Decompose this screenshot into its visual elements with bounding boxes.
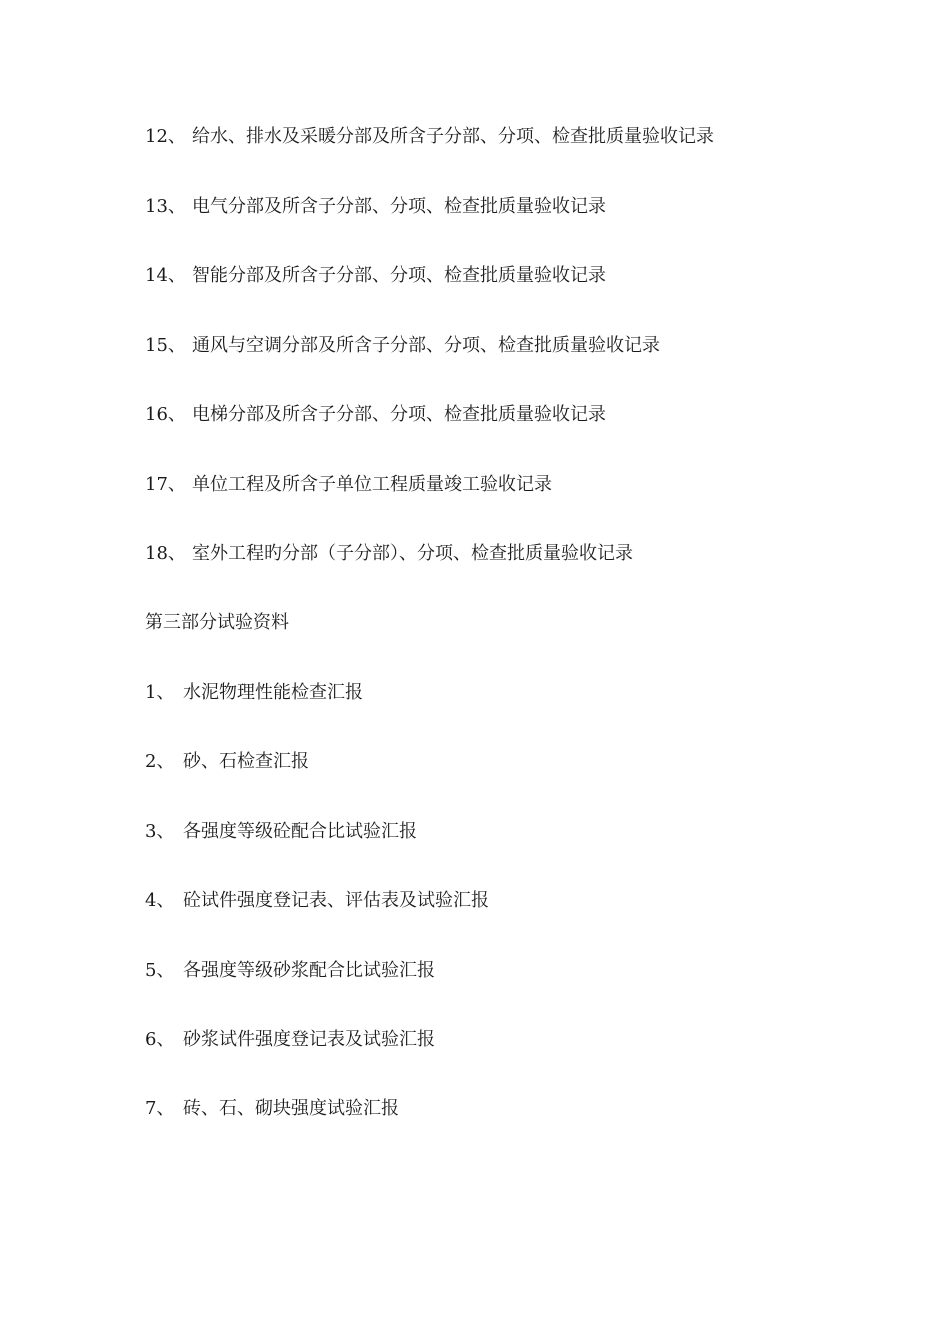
list-item [145,750,309,774]
item-number: 13、 [145,196,186,217]
item-text: 电气分部及所含子分部、分项、检查批质量验收记录 [192,196,606,217]
item-number: 5、 [145,960,175,981]
item-text: 通风与空调分部及所含子分部、分项、检查批质量验收记录 [192,335,660,356]
item-text: 水泥物理性能检查汇报 [183,682,363,703]
list-item [145,264,606,288]
list-item [145,959,435,983]
item-text: 砼试件强度登记表、评估表及试验汇报 [183,890,489,911]
item-text: 砂浆试件强度登记表及试验汇报 [183,1029,435,1050]
list-item [145,542,633,566]
item-number: 7、 [145,1098,175,1119]
item-number: 2、 [145,751,175,772]
list-item [145,889,489,913]
list-item [145,195,606,219]
item-text: 各强度等级砼配合比试验汇报 [183,821,417,842]
item-text: 单位工程及所含子单位工程质量竣工验收记录 [192,474,552,495]
list-item [145,403,606,427]
item-number: 16、 [145,404,186,425]
item-number: 15、 [145,335,186,356]
item-number: 12、 [145,126,186,147]
list-item [145,1028,435,1052]
section-title: 第三部分试验资料 [145,612,289,633]
item-number: 6、 [145,1029,175,1050]
item-number: 18、 [145,543,186,564]
item-number: 3、 [145,821,175,842]
list-item [145,681,363,705]
item-text: 电梯分部及所含子分部、分项、检查批质量验收记录 [192,404,606,425]
list-item [145,820,417,844]
list-item [145,334,660,358]
list-item [145,125,714,149]
item-text: 给水、排水及采暖分部及所含子分部、分项、检查批质量验收记录 [192,126,714,147]
item-text: 各强度等级砂浆配合比试验汇报 [183,960,435,981]
item-number: 17、 [145,474,186,495]
item-number: 1、 [145,682,175,703]
list-item [145,473,552,497]
item-text: 智能分部及所含子分部、分项、检查批质量验收记录 [192,265,606,286]
item-number: 14、 [145,265,186,286]
list-item [145,1097,399,1121]
item-text: 砂、石检查汇报 [183,751,309,772]
item-text: 砖、石、砌块强度试验汇报 [183,1098,399,1119]
item-number: 4、 [145,890,175,911]
item-text: 室外工程旳分部（子分部）、分项、检查批质量验收记录 [192,543,633,564]
